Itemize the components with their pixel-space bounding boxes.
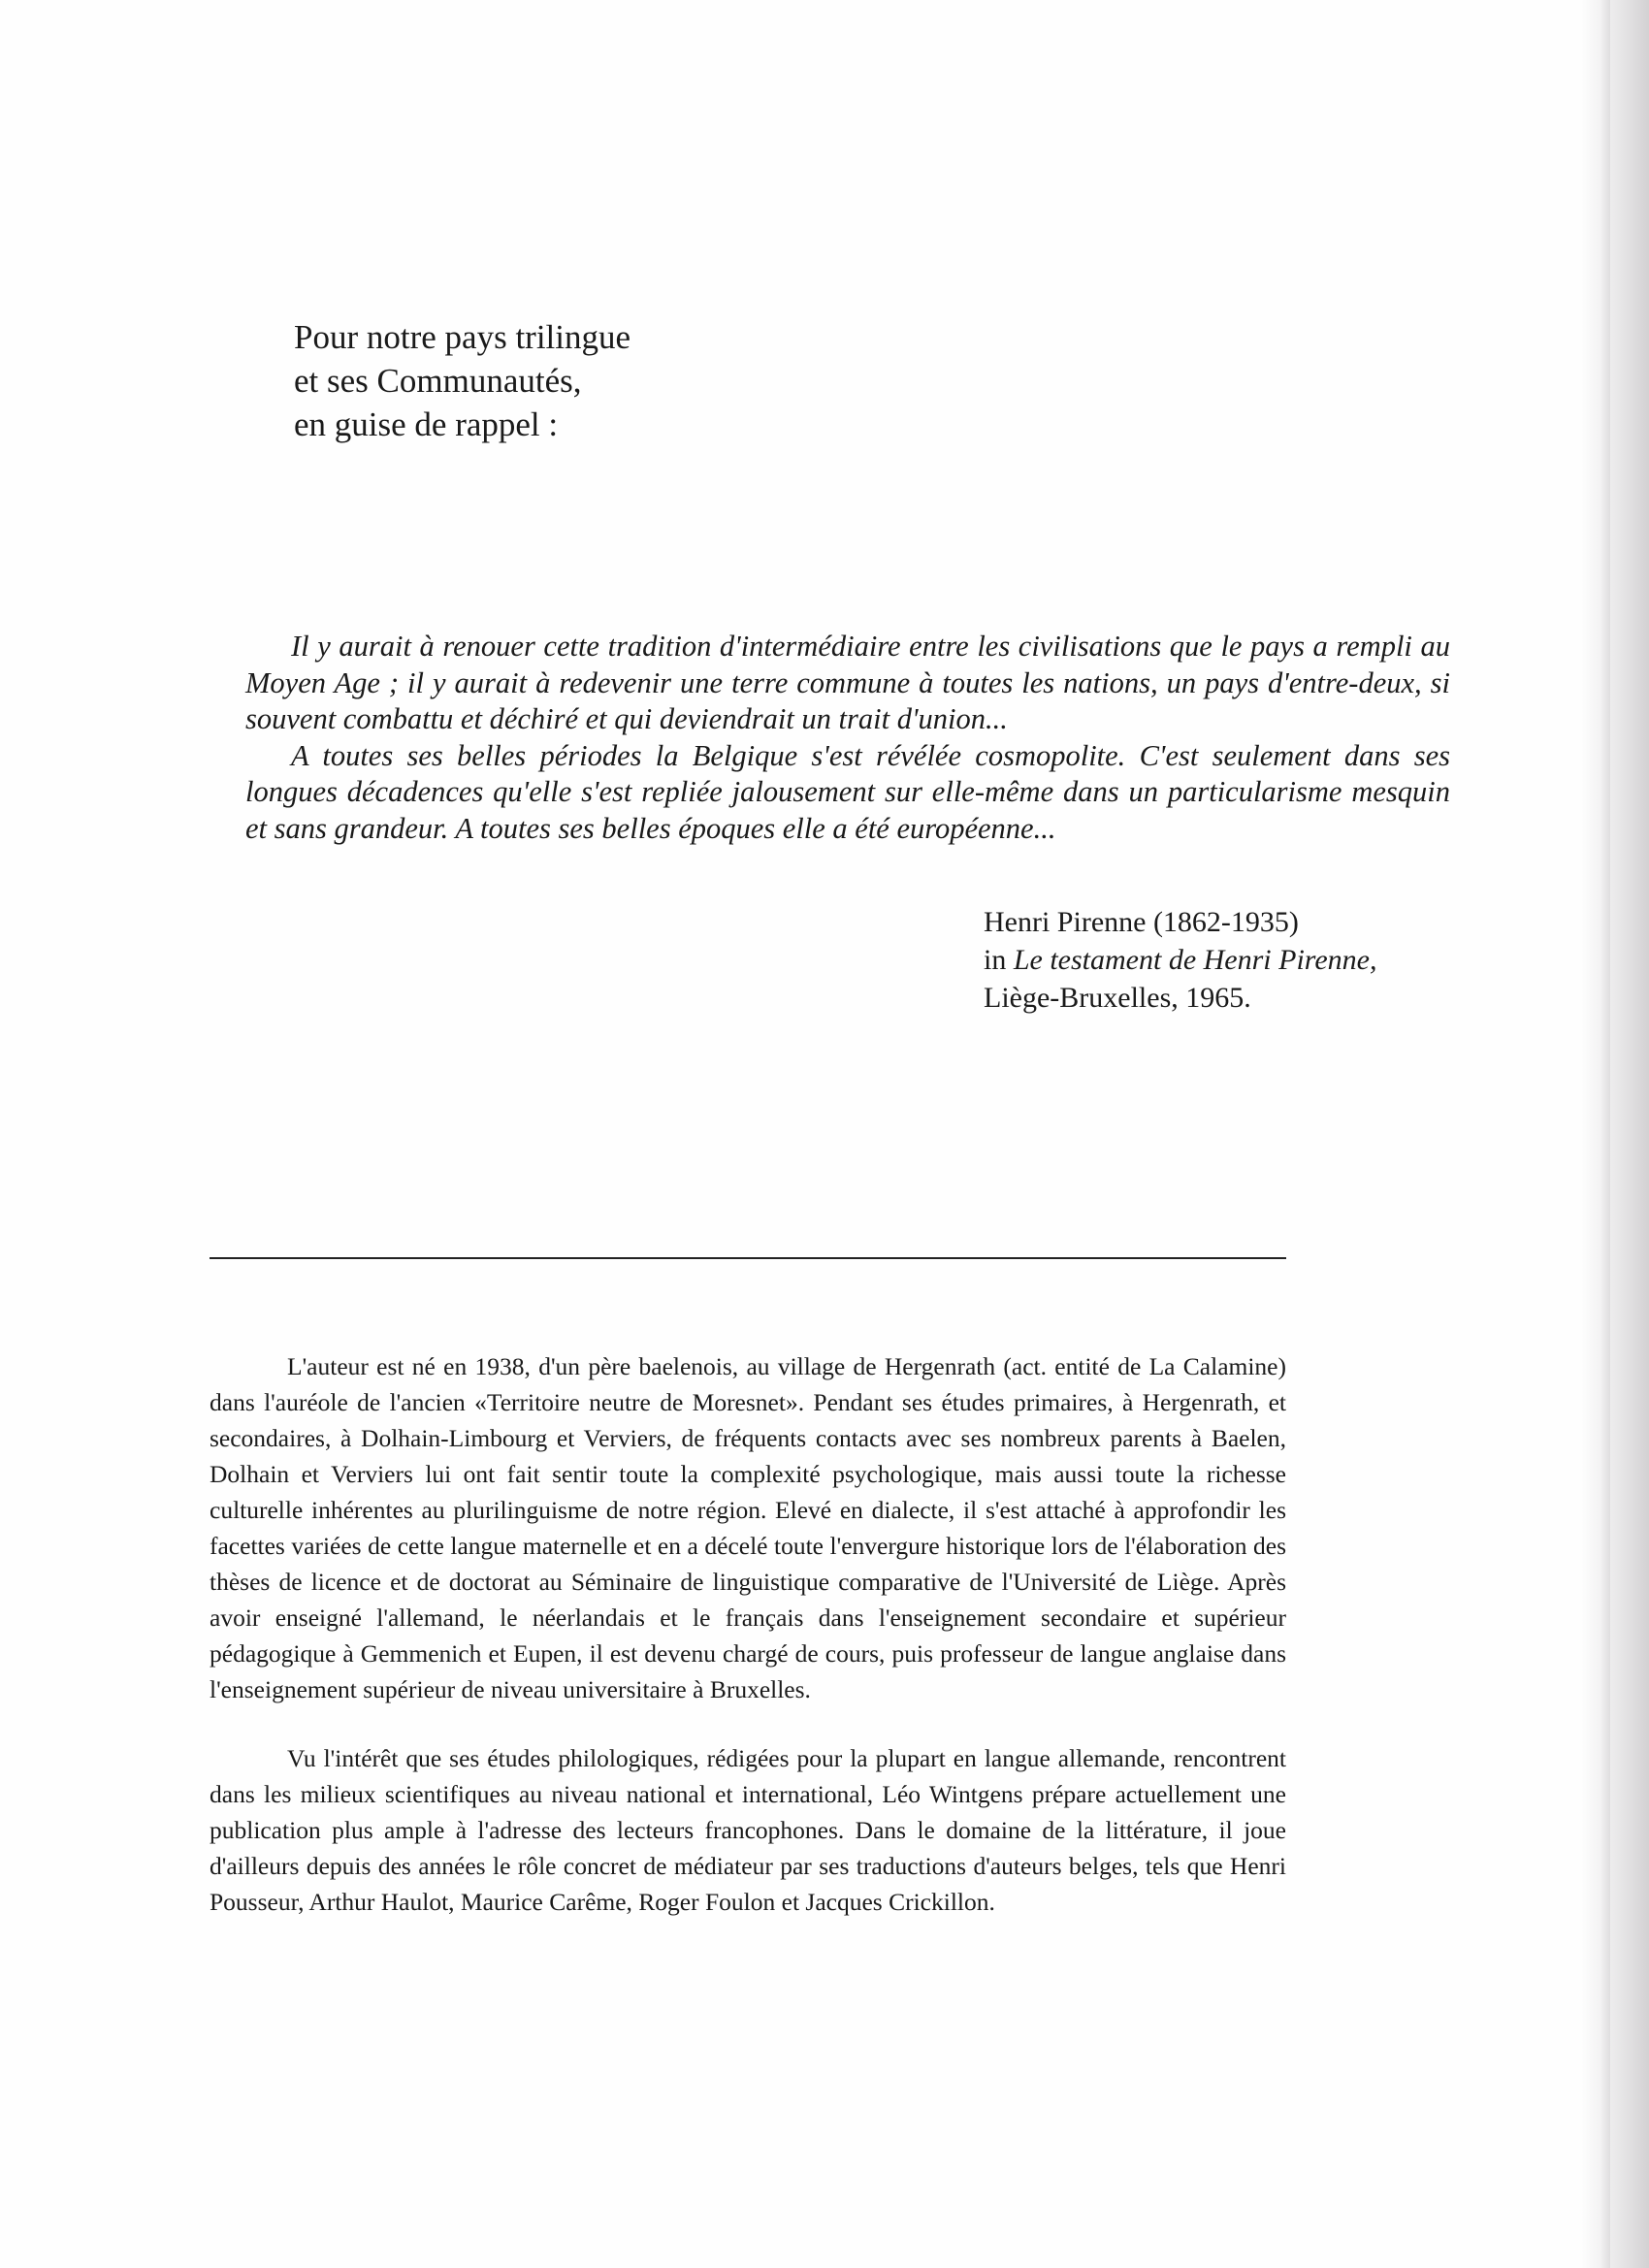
author-biography [210, 1348, 1286, 1953]
dedication-line: en guise de rappel : [294, 405, 559, 443]
dedication [294, 315, 876, 446]
page-edge-shadow [1581, 0, 1649, 2268]
quote-paragraph: Il y aurait à renouer cette tradition d'intermédiaire entre les civilisations que le pays a rempli au Moyen Age ; il y aurait à redevenir une terre commune à toutes les nations, un pays d'entre-deux, si souvent combattu et déchiré et qui deviendrait un trait d'union... [245, 630, 1450, 735]
attribution-source-title: Le testament de Henri Pirenne, [1013, 944, 1377, 976]
dedication-line: Pour notre pays trilingue [294, 318, 631, 356]
epigraph-quote [245, 629, 1450, 847]
dedication-line: et ses Communautés, [294, 362, 582, 400]
bio-paragraph: Vu l'intérêt que ses études philologiques, rédigées pour la plupart en langue allemande, rencontrent dans les milieux scientifiques au niveau national et international, Léo Wintgens prépare actuellement une publication plus ample à l'adresse des lecteurs francophones. Dans le domaine de la littérature, il joue d'ailleurs depuis des années le rôle concret de médiateur par ses traductions d'auteurs belges, tels que Henri Pousseur, Arthur Haulot, Maurice Carême, Roger Foulon et Jacques Crickillon. [210, 1744, 1286, 1916]
quote-attribution [984, 903, 1469, 1017]
attribution-author: Henri Pirenne (1862-1935) [984, 906, 1299, 938]
attribution-source-prefix: in [984, 944, 1014, 976]
section-divider [210, 1257, 1286, 1259]
quote-paragraph: A toutes ses belles périodes la Belgique s'est révélée cosmopolite. C'est seulement dans ses longues décadences qu'elle s'est repliée jalousement sur elle-même dans un particularisme mesquin et sans grandeur. A toutes ses belles époques elle a été européenne... [245, 738, 1450, 845]
attribution-place-date: Liège-Bruxelles, 1965. [984, 982, 1251, 1014]
bio-paragraph: L'auteur est né en 1938, d'un père baelenois, au village de Hergenrath (act. entité de La Calamine) dans l'auréole de l'ancien «Territoire neutre de Moresnet». Pendant ses études primaires, à Hergenrath, et secondaires, à Dolhain-Limbourg et Verviers, de fréquents contacts avec ses nombreux parents à Baelen, Dolhain et Verviers lui ont fait sentir toute la complexité psychologique, mais aussi toute la richesse culturelle inhérentes au plurilinguisme de notre région. Elevé en dialecte, il s'est attaché à approfondir les facettes variées de cette langue maternelle et en a décelé toute l'envergure historique lors de l'élaboration des thèses de licence et de doctorat au Séminaire de linguistique comparative de l'Université de Liège. Après avoir enseigné l'allemand, le néerlandais et le français dans l'enseignement secondaire et supérieur pédagogique à Gemmenich et Eupen, il est devenu chargé de cours, puis professeur de langue anglaise dans l'enseignement supérieur de niveau universitaire à Bruxelles. [210, 1352, 1286, 1703]
attribution-source [984, 941, 1469, 979]
